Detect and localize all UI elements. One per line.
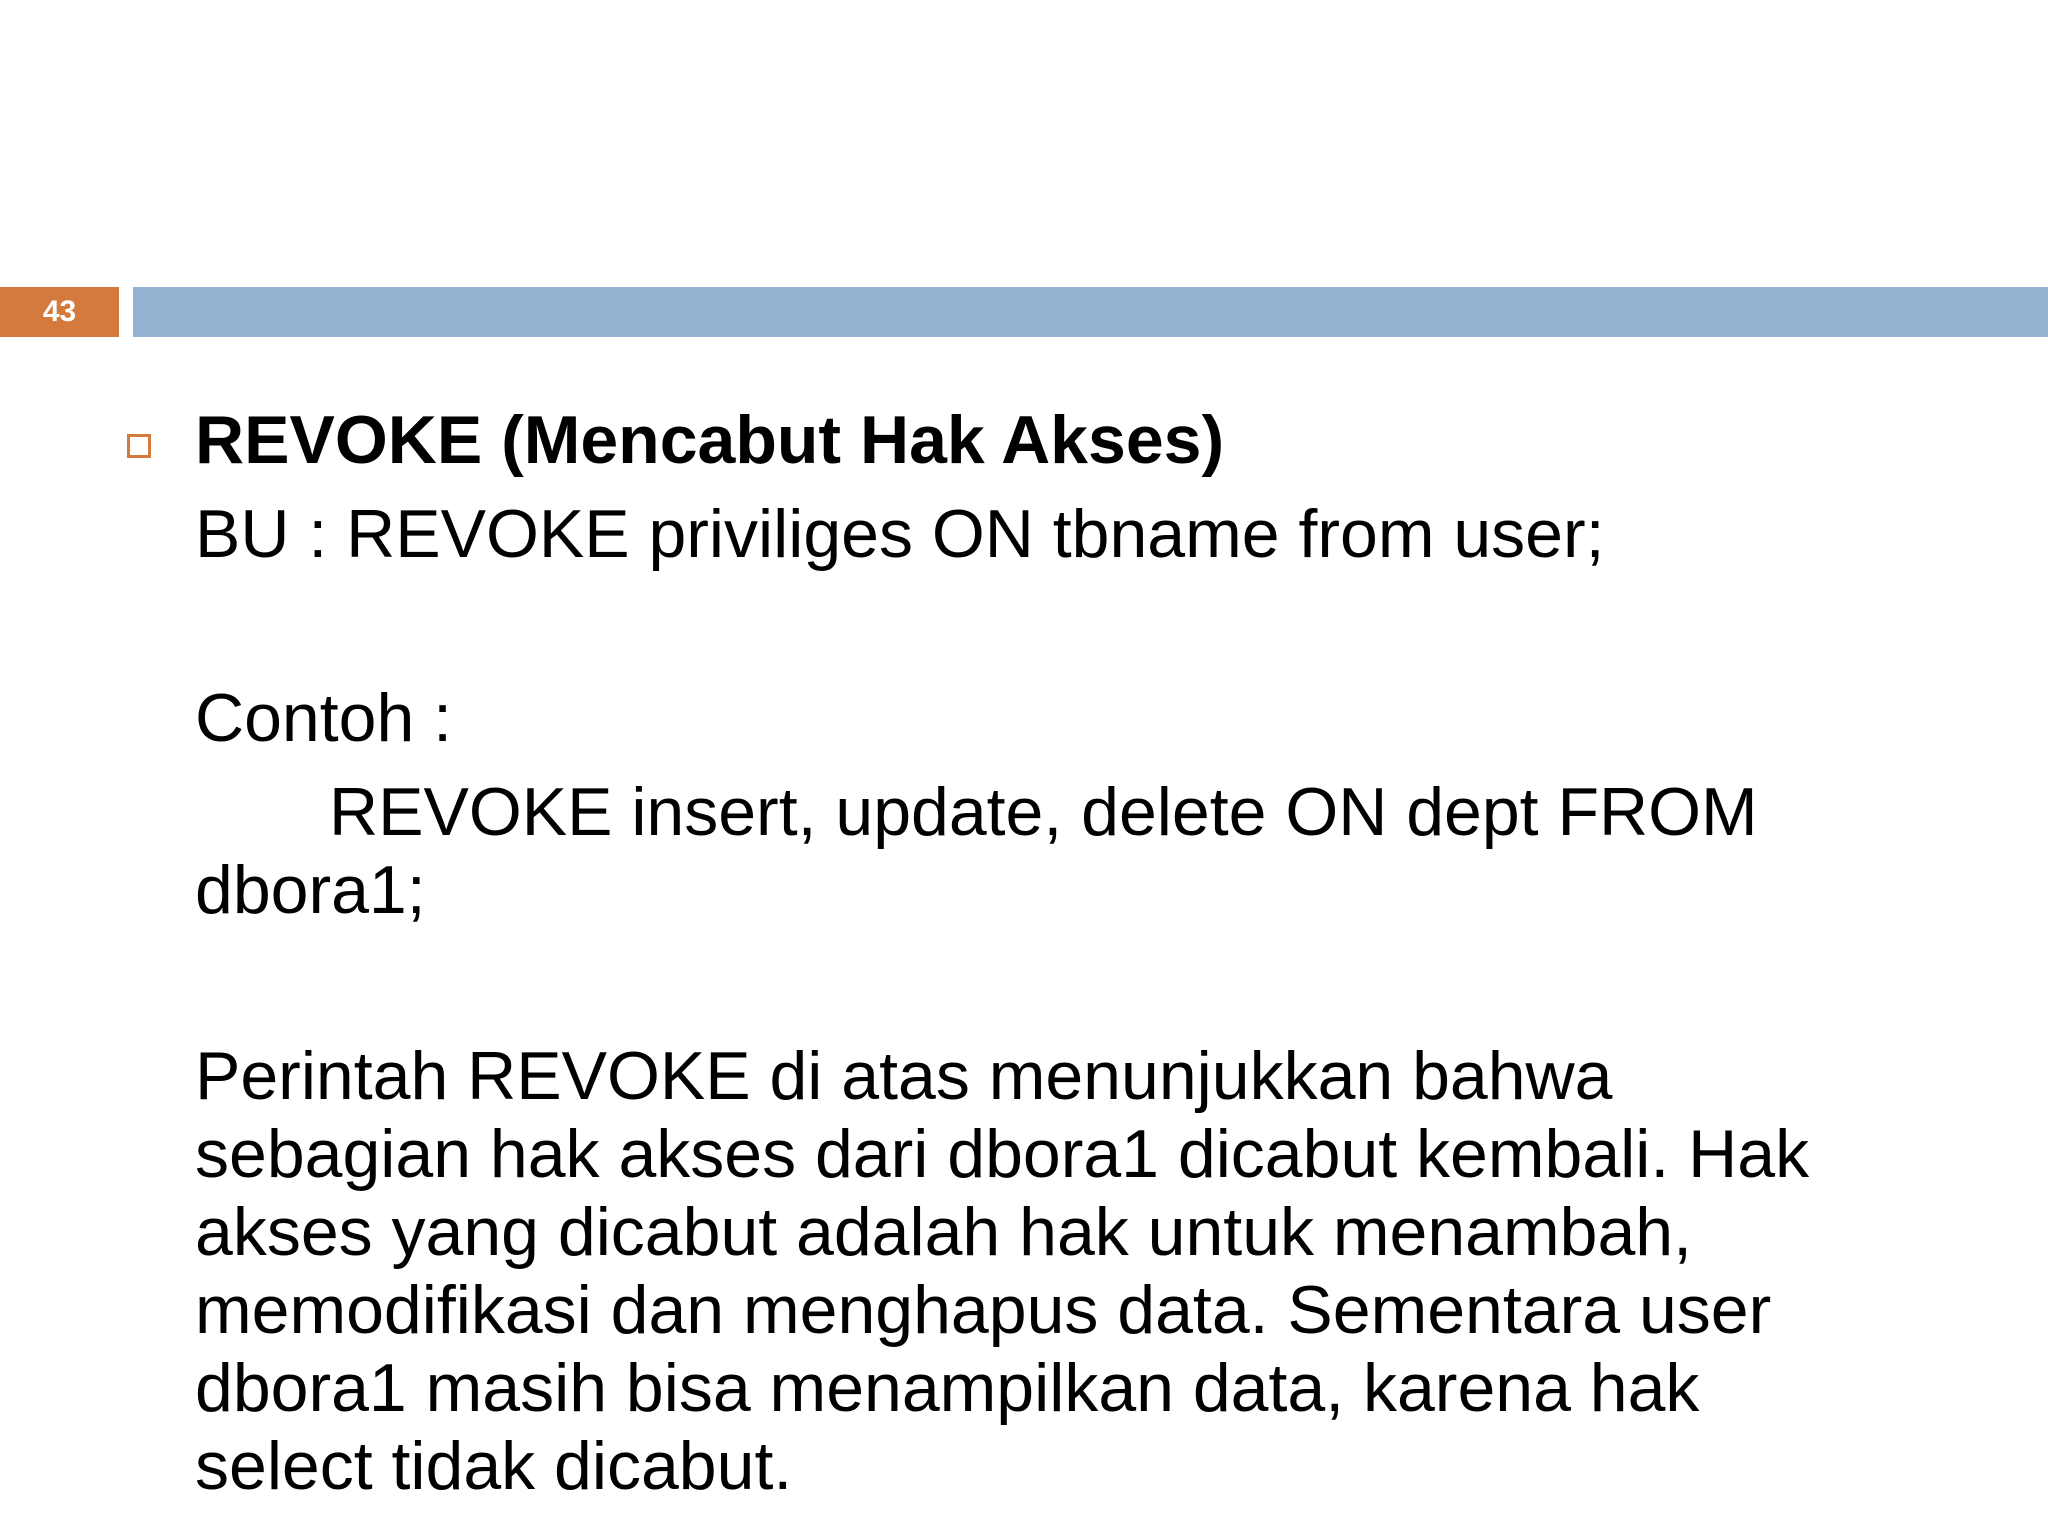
- example-code-line-2: dbora1;: [195, 852, 426, 928]
- example-label: Contoh :: [195, 680, 453, 756]
- slide-number: 43: [0, 287, 119, 337]
- paragraph-line: memodifikasi dan menghapus data. Sementara user: [195, 1272, 1772, 1348]
- paragraph-line: dbora1 masih bisa menampilkan data, karena hak: [195, 1350, 1700, 1426]
- paragraph-line: select tidak dicabut.: [195, 1428, 793, 1504]
- hollow-square-bullet-icon: [127, 434, 151, 458]
- slide-heading: REVOKE (Mencabut Hak Akses): [195, 402, 1225, 478]
- explanation-paragraph: [195, 1037, 1915, 1505]
- example-code-line-1: REVOKE insert, update, delete ON dept FROM: [329, 774, 1758, 850]
- paragraph-line: sebagian hak akses dari dbora1 dicabut kembali. Hak: [195, 1116, 1810, 1192]
- header-bar: [133, 287, 2048, 337]
- paragraph-line: Perintah REVOKE di atas menunjukkan bahwa: [195, 1038, 1613, 1114]
- paragraph-line: akses yang dicabut adalah hak untuk menambah,: [195, 1194, 1692, 1270]
- syntax-line: BU : REVOKE priviliges ON tbname from user;: [195, 496, 1605, 572]
- slide-content: [195, 395, 1895, 1505]
